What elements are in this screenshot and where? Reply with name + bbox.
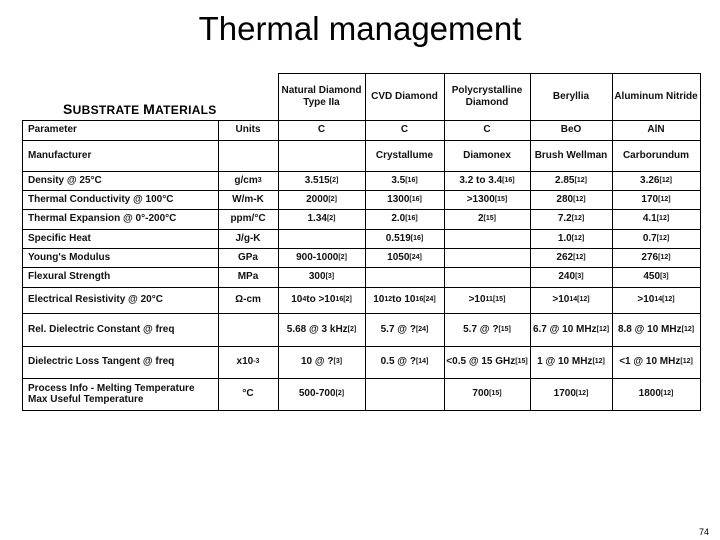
value-cell: C bbox=[317, 124, 326, 136]
parameter-cell: Dielectric Loss Tangent @ freq bbox=[28, 356, 175, 368]
value-cell: C bbox=[400, 124, 409, 136]
value-cell: 1800 [12] bbox=[638, 388, 674, 400]
value-cell: 5.68 @ 3 kHz [2] bbox=[286, 323, 357, 335]
value-cell: 7.2 [12] bbox=[557, 213, 585, 225]
units-cell: GPa bbox=[237, 251, 258, 263]
value-cell: 10 4 to >10 16 [2] bbox=[291, 294, 352, 306]
parameter-cell: Manufacturer bbox=[28, 149, 92, 161]
units-cell bbox=[218, 140, 278, 171]
grid-line bbox=[22, 313, 701, 314]
value-cell bbox=[278, 229, 365, 248]
value-cell: 700 [15] bbox=[472, 388, 502, 400]
value-cell: 6.7 @ 10 MHz [12] bbox=[532, 323, 610, 335]
value-cell: >1300 [15] bbox=[466, 193, 508, 205]
units-cell: Ω-cm bbox=[235, 294, 261, 306]
value-cell: 2.85 [12] bbox=[555, 174, 587, 186]
page-number: 74 bbox=[698, 527, 709, 537]
grid-line bbox=[444, 73, 445, 120]
value-cell: 3.26 [12] bbox=[640, 174, 672, 186]
value-cell: 450 [3] bbox=[643, 271, 669, 283]
value-cell bbox=[365, 267, 444, 287]
value-cell: 0.5 @ ? [14] bbox=[380, 356, 429, 368]
value-cell: 170 [12] bbox=[641, 193, 671, 205]
units-cell: Units bbox=[235, 124, 261, 136]
value-cell: Crystallume bbox=[375, 149, 434, 161]
value-cell bbox=[444, 229, 530, 248]
value-cell: 240 [3] bbox=[558, 271, 584, 283]
parameter-cell: Rel. Dielectric Constant @ freq bbox=[28, 323, 175, 335]
grid-line bbox=[22, 287, 701, 288]
value-cell bbox=[278, 140, 365, 171]
value-cell: 0.7 [12] bbox=[642, 232, 670, 244]
value-cell: 300 [3] bbox=[308, 271, 335, 283]
grid-line bbox=[278, 73, 279, 120]
units-cell: x10 -3 bbox=[236, 356, 260, 368]
grid-line bbox=[22, 267, 701, 268]
value-cell: 1700 [12] bbox=[553, 388, 589, 400]
value-cell: 10 @ ? [3] bbox=[300, 356, 343, 368]
value-cell: 1.0 [12] bbox=[557, 232, 585, 244]
value-cell: Carborundum bbox=[622, 149, 690, 161]
grid-line bbox=[278, 120, 279, 410]
value-cell: 276 [12] bbox=[641, 251, 671, 263]
material-header: Natural Diamond Type IIa bbox=[281, 85, 362, 108]
value-cell: 5.7 @ ? [24] bbox=[380, 323, 429, 335]
parameter-cell: Young's Modulus bbox=[28, 251, 111, 263]
parameter-cell: Process Info - Melting Temperature Max Useful Temperature bbox=[28, 382, 195, 405]
grid-line bbox=[218, 120, 219, 410]
grid-line bbox=[22, 378, 701, 379]
grid-line bbox=[22, 171, 701, 172]
value-cell: 500-700 [2] bbox=[298, 388, 345, 400]
parameter-cell: Electrical Resistivity @ 20°C bbox=[28, 294, 163, 306]
value-cell: 1.34 [2] bbox=[307, 213, 336, 225]
grid-line bbox=[444, 120, 445, 410]
grid-line bbox=[22, 120, 23, 410]
grid-line bbox=[365, 73, 366, 120]
value-cell: AlN bbox=[647, 124, 665, 136]
material-header: Beryllia bbox=[552, 90, 590, 102]
grid-line bbox=[278, 73, 700, 74]
grid-line bbox=[22, 120, 701, 121]
parameter-cell: Flexural Strength bbox=[28, 271, 111, 283]
grid-line bbox=[22, 346, 701, 347]
grid-line bbox=[22, 140, 701, 141]
grid-line bbox=[612, 73, 613, 120]
grid-line bbox=[530, 73, 531, 120]
grid-line bbox=[22, 248, 701, 249]
units-cell: °C bbox=[242, 388, 254, 400]
value-cell: 1050 [24] bbox=[387, 251, 422, 263]
units-cell: MPa bbox=[237, 271, 259, 283]
value-cell: 2.0 [16] bbox=[391, 213, 418, 225]
value-cell: 2 [15] bbox=[477, 213, 496, 225]
parameter-cell: Density @ 25°C bbox=[28, 174, 102, 186]
value-cell: 280 [12] bbox=[556, 193, 586, 205]
value-cell bbox=[365, 378, 444, 410]
value-cell: Diamonex bbox=[463, 149, 511, 161]
value-cell: 5.7 @ ? [15] bbox=[463, 323, 511, 335]
value-cell: 262 [12] bbox=[556, 251, 586, 263]
material-header: CVD Diamond bbox=[371, 90, 438, 102]
value-cell: 3.5 [16] bbox=[391, 174, 418, 186]
units-cell: ppm/°C bbox=[230, 213, 266, 225]
value-cell: 900-1000 [2] bbox=[296, 251, 347, 263]
value-cell: >10 11 [15] bbox=[468, 294, 506, 306]
grid-line bbox=[22, 190, 701, 191]
grid-line bbox=[700, 120, 701, 410]
value-cell: 3.515 [2] bbox=[304, 174, 339, 186]
value-cell: 4.1 [12] bbox=[642, 213, 670, 225]
grid-line bbox=[700, 73, 701, 120]
value-cell: 10 12 to 10 16 [24] bbox=[373, 294, 436, 306]
parameter-cell: Thermal Expansion @ 0°-200°C bbox=[28, 213, 177, 225]
value-cell: 8.8 @ 10 MHz [12] bbox=[617, 323, 695, 335]
value-cell bbox=[444, 267, 530, 287]
parameter-cell: Parameter bbox=[28, 124, 77, 136]
value-cell: C bbox=[483, 124, 491, 136]
units-cell: J/g-K bbox=[235, 232, 261, 244]
parameter-cell: Specific Heat bbox=[28, 232, 91, 244]
value-cell: 0.519 [16] bbox=[385, 232, 424, 244]
value-cell: <0.5 @ 15 GHz [15] bbox=[446, 356, 528, 368]
grid-line bbox=[22, 410, 701, 411]
substrate-materials-table bbox=[22, 73, 700, 410]
value-cell: 3.2 to 3.4 [16] bbox=[459, 174, 515, 186]
value-cell: >10 14 [12] bbox=[552, 294, 590, 306]
value-cell: Brush Wellman bbox=[534, 149, 608, 161]
grid-line bbox=[530, 120, 531, 410]
value-cell: 2000 [2] bbox=[306, 193, 337, 205]
grid-line bbox=[22, 229, 701, 230]
units-cell: W/m-K bbox=[232, 193, 264, 205]
value-cell: 1 @ 10 MHz [12] bbox=[537, 356, 605, 368]
value-cell: >10 14 [12] bbox=[637, 294, 675, 306]
material-header: Polycrystalline Diamond bbox=[451, 85, 523, 108]
grid-line bbox=[365, 120, 366, 410]
parameter-cell: Thermal Conductivity @ 100°C bbox=[28, 193, 174, 205]
value-cell bbox=[444, 248, 530, 267]
value-cell: <1 @ 10 MHz [12] bbox=[619, 356, 693, 368]
value-cell: BeO bbox=[560, 124, 582, 136]
units-cell: g/cm 3 bbox=[234, 174, 262, 186]
grid-line bbox=[22, 209, 701, 210]
units-cell bbox=[218, 313, 278, 346]
value-cell: 1300 [16] bbox=[387, 193, 422, 205]
section-title: SUBSTRATE MATERIALS bbox=[63, 101, 217, 117]
slide-title: Thermal management bbox=[198, 10, 522, 47]
material-header: Aluminum Nitride bbox=[614, 90, 698, 102]
grid-line bbox=[612, 120, 613, 410]
